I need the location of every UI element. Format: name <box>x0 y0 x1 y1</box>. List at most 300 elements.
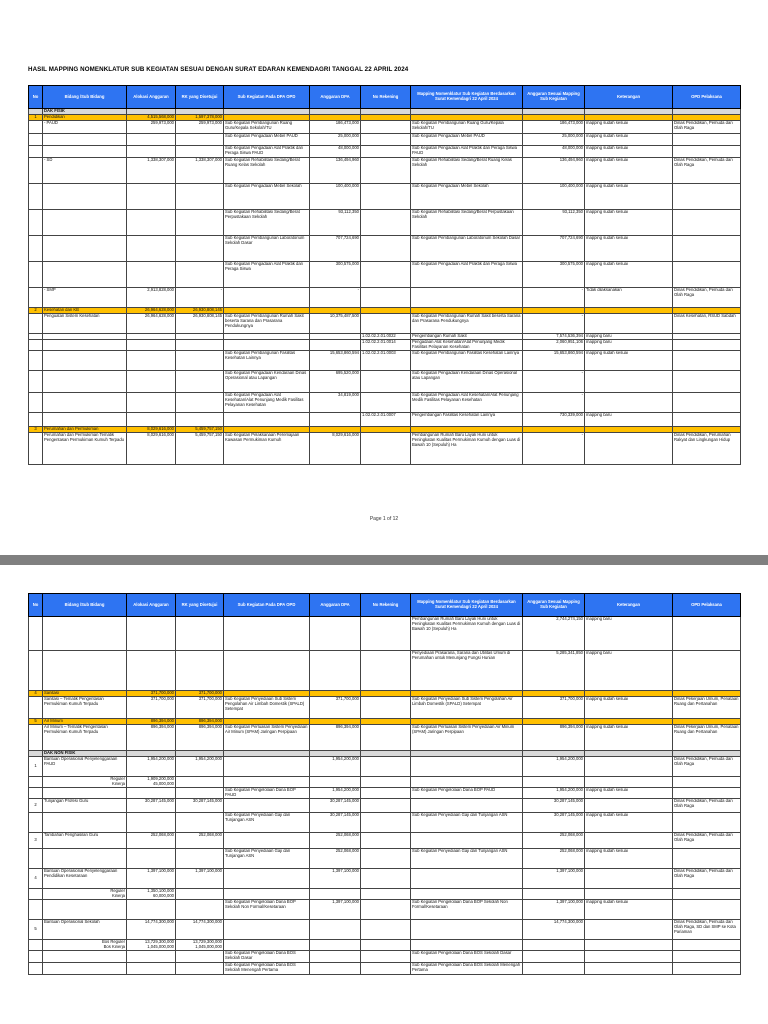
cell-anggaran-dpa <box>310 340 361 351</box>
cell-anggaran-mapping: 371,700,000 <box>523 697 585 719</box>
cell-bidang: Bantuan Operasional Sekolah <box>43 919 127 939</box>
cell-rk <box>176 651 224 691</box>
cell-opd <box>673 236 741 262</box>
table-row <box>29 798 741 812</box>
table-row <box>29 919 741 939</box>
cell-anggaran-mapping: 100,400,000 <box>523 184 585 210</box>
cell-keterangan <box>585 919 673 939</box>
cell-rk: 896,394,000 <box>176 725 224 751</box>
cell-keterangan: mapping sudah sesuai <box>585 262 673 288</box>
cell-no-rekening: 1.02.02.2.01.0014 <box>361 340 411 351</box>
cell-bidang: Tunjangan Profesi Guru <box>43 798 127 812</box>
cell-keterangan <box>585 392 673 412</box>
cell-anggaran-dpa: 186,473,000 <box>310 121 361 134</box>
cell-no-rekening <box>361 812 411 832</box>
cell-no-rekening <box>361 848 411 868</box>
cell-alokasi <box>127 392 176 412</box>
cell-anggaran-mapping: - <box>523 432 585 464</box>
cell-bidang <box>43 350 127 370</box>
cell-alokasi: 30,287,145,000 <box>127 798 176 812</box>
cell-anggaran-mapping: - <box>523 392 585 412</box>
cell-sub-kegiatan: Sub Kegiatan Pengadaan Mebel PAUD <box>224 134 310 146</box>
cell-alokasi: 371,700,000 <box>127 691 176 697</box>
table-row <box>29 617 741 651</box>
cell-opd <box>673 899 741 919</box>
cell-mapping: Sub Kegiatan Pengelolaan Dana BOS Sekolah Dasar <box>411 950 523 962</box>
table-body <box>29 109 741 465</box>
table-row <box>29 392 741 412</box>
cell-rk <box>176 210 224 236</box>
cell-alokasi: 60,000,000 <box>127 894 176 899</box>
cell-anggaran-mapping: 30,287,145,000 <box>523 798 585 812</box>
cell-bidang <box>43 787 127 798</box>
cell-anggaran-mapping: 2,060,951,106 <box>523 340 585 351</box>
cell-opd: Dinas Pendidikan, Pemuda dan Olah Raga <box>673 158 741 184</box>
cell-anggaran-mapping: 136,494,960 <box>523 158 585 184</box>
cell-mapping: Pembangunan Rumah Baru Layak Huni untuk Peningkatan Kualitas Permukiman Kumuh dengan Luas di Bawah 10 (Sepuluh) Ha <box>411 617 523 651</box>
cell-keterangan <box>585 432 673 464</box>
column-header-no-rekening: No Rekening <box>361 594 411 617</box>
cell-bidang: Perumahan dan Permukiman <box>43 426 127 432</box>
cell-opd <box>673 392 741 412</box>
table-row <box>29 651 741 691</box>
cell-no <box>29 134 43 146</box>
cell-anggaran-mapping: 48,000,000 <box>523 146 585 158</box>
table-row <box>29 236 741 262</box>
cell-no-rekening <box>361 262 411 288</box>
cell-mapping: Sub Kegiatan Penyediaan Gaji dan Tunjangan ASN <box>411 848 523 868</box>
document-title: HASIL MAPPING NOMENKLATUR SUB KEGIATAN SESUAI DENGAN SURAT EDARAN KEMENDAGRI TANGGAL 22 APRIL 2024 <box>28 66 409 73</box>
cell-bidang <box>43 134 127 146</box>
cell-anggaran-dpa <box>310 962 361 974</box>
cell-no-rekening <box>361 697 411 719</box>
cell-no <box>29 812 43 832</box>
cell-no: 3 <box>29 426 43 432</box>
cell-mapping <box>411 757 523 777</box>
column-header-bidang: Bidang /Sub Bidang <box>43 594 127 617</box>
cell-no: 1 <box>29 115 43 121</box>
cell-sub-kegiatan: Sub Kegiatan Pelaksanaan Peremajaan Kawasan Permukiman Kumuh <box>224 432 310 464</box>
cell-alokasi <box>127 134 176 146</box>
cell-keterangan <box>585 962 673 974</box>
cell-anggaran-mapping: 300,575,000 <box>523 262 585 288</box>
table-row <box>29 868 741 888</box>
table-row <box>29 899 741 919</box>
cell-bidang: - SD <box>43 158 127 184</box>
cell-keterangan: mapping baru <box>585 412 673 426</box>
table-row <box>29 432 741 464</box>
cell-anggaran-dpa: 25,000,000 <box>310 134 361 146</box>
column-header-no: No <box>29 594 43 617</box>
cell-sub-kegiatan: Sub Kegiatan Pengadaan Alat Kesehatan/Alat Penunjang Medik Fasilitas Pelayanan Kesehatan <box>224 392 310 412</box>
cell-mapping: Sub Kegiatan Pengelolaan Dana BOP PAUD <box>411 787 523 798</box>
cell-no-rekening <box>361 288 411 308</box>
cell-bidang: DAK FISIK <box>43 109 127 115</box>
cell-sub-kegiatan <box>224 288 310 308</box>
cell-alokasi <box>127 812 176 832</box>
cell-rk: 252,068,000 <box>176 832 224 848</box>
cell-mapping: Sub Kegiatan Penyediaan Sub Sistem Pengolahan Air Limbah Domestik (SPALD) Setempat <box>411 697 523 719</box>
cell-mapping <box>411 868 523 888</box>
cell-anggaran-dpa: 371,700,000 <box>310 697 361 719</box>
cell-bidang: Air Minum – Tematik Pengentasan Permukiman Kumuh Terpadu <box>43 725 127 751</box>
cell-alokasi <box>127 787 176 798</box>
cell-sub-kegiatan <box>224 832 310 848</box>
column-header-rk: RK yang Disetujui <box>176 594 224 617</box>
cell-anggaran-mapping: 707,724,690 <box>523 236 585 262</box>
cell-no <box>29 725 43 751</box>
cell-bidang: Bos Reguler <box>43 939 127 944</box>
cell-sub-kegiatan: Sub Kegiatan Pengadaan Kendaraan Dinas Operasional atau Lapangan <box>224 370 310 392</box>
cell-opd: Dinas Pekerjaan Umum, Penataan Ruang dan Pertanahan <box>673 725 741 751</box>
cell-alokasi: 8,029,616,000 <box>127 432 176 464</box>
cell-anggaran-dpa: 10,375,487,500 <box>310 314 361 334</box>
document-page-2 <box>0 565 768 1024</box>
cell-anggaran-mapping: 30,287,145,000 <box>523 812 585 832</box>
cell-sub-kegiatan: Sub Kegiatan Pengelolaan Dana BOS Sekolah Menengah Pertama <box>224 962 310 974</box>
cell-sub-kegiatan <box>224 617 310 651</box>
cell-no <box>29 617 43 651</box>
cell-no-rekening <box>361 919 411 939</box>
cell-no-rekening <box>361 184 411 210</box>
cell-bidang <box>43 848 127 868</box>
column-header-mapping: Mapping Nomenklatur Sub Kegiatan Berdasarkan Surat Kemendagri 22 April 2024 <box>411 594 523 617</box>
table-row <box>29 210 741 236</box>
cell-alokasi: 26,964,628,000 <box>127 308 176 314</box>
cell-rk <box>176 340 224 351</box>
cell-anggaran-dpa: 1,397,100,000 <box>310 868 361 888</box>
cell-rk <box>176 146 224 158</box>
cell-anggaran-dpa: 252,068,000 <box>310 848 361 868</box>
cell-opd <box>673 210 741 236</box>
cell-keterangan <box>585 832 673 848</box>
cell-no <box>29 158 43 184</box>
cell-keterangan: mapping sudah sesuai <box>585 210 673 236</box>
mapping-table-page-1 <box>28 85 741 465</box>
cell-alokasi: 14,774,300,000 <box>127 919 176 939</box>
column-header-anggaran-mapping: Anggaran Sesuai Mapping Sub Kegiatan <box>523 86 585 109</box>
cell-sub-kegiatan: Sub Kegiatan Pengadaan Alat Praktik dan Peraga Siswa PAUD <box>224 146 310 158</box>
cell-mapping: Sub Kegiatan Pembangunan Ruang Guru/Kepala Sekolah/TU <box>411 121 523 134</box>
cell-sub-kegiatan: Sub Kegiatan Pembangunan Laboratorium Sekolah Dasar <box>224 236 310 262</box>
cell-rk: 1,397,100,000 <box>176 868 224 888</box>
cell-bidang: Sanitasi – Tematik Pengentasan Permukiman Kumuh Terpadu <box>43 697 127 719</box>
cell-bidang: Bantuan Operasional Penyelenggaraan Pendidikan Kesetaraan <box>43 868 127 888</box>
cell-bidang: Tambahan Penghasilan Guru <box>43 832 127 848</box>
cell-anggaran-dpa: 34,819,000 <box>310 392 361 412</box>
cell-bidang <box>43 812 127 832</box>
cell-mapping: Sub Kegiatan Rehabilitasi Sedang/Berat Perpustakaan Sekolah <box>411 210 523 236</box>
cell-alokasi: 896,394,000 <box>127 725 176 751</box>
cell-anggaran-mapping: - <box>523 314 585 334</box>
table-row <box>29 950 741 962</box>
cell-rk: 26,930,808,145 <box>176 308 224 314</box>
cell-keterangan: mapping baru <box>585 334 673 340</box>
cell-rk <box>176 899 224 919</box>
cell-opd <box>673 350 741 370</box>
cell-anggaran-mapping: 2,744,274,150 <box>523 617 585 651</box>
cell-alokasi: 4,515,568,000 <box>127 115 176 121</box>
cell-mapping <box>411 832 523 848</box>
cell-opd <box>673 370 741 392</box>
cell-mapping: Sub Kegiatan Pengadaan Kendaraan Dinas Operasional atau Lapangan <box>411 370 523 392</box>
cell-rk: 896,394,000 <box>176 719 224 725</box>
cell-opd <box>673 412 741 426</box>
cell-mapping: Sub Kegiatan Pengelolaan Dana BOP Sekolah Non Formal/Kesetaraan <box>411 899 523 919</box>
table-row <box>29 848 741 868</box>
cell-alokasi: 8,029,616,000 <box>127 426 176 432</box>
cell-alokasi <box>127 370 176 392</box>
cell-alokasi <box>127 899 176 919</box>
table-header-row <box>29 86 741 109</box>
cell-no <box>29 210 43 236</box>
cell-bidang <box>43 392 127 412</box>
cell-rk <box>176 812 224 832</box>
cell-rk <box>176 787 224 798</box>
cell-sub-kegiatan: Sub Kegiatan Pembangunan Ruang Guru/Kepala Sekolah/TU <box>224 121 310 134</box>
cell-no <box>29 236 43 262</box>
cell-sub-kegiatan: Sub Kegiatan Pengelolaan Dana BOP PAUD <box>224 787 310 798</box>
cell-no <box>29 370 43 392</box>
column-header-no: No <box>29 86 43 109</box>
cell-keterangan: mapping sudah sesuai <box>585 725 673 751</box>
cell-opd <box>673 146 741 158</box>
cell-no-rekening <box>361 950 411 962</box>
cell-rk <box>176 962 224 974</box>
cell-alokasi <box>127 848 176 868</box>
cell-anggaran-dpa: 8,029,616,000 <box>310 432 361 464</box>
cell-alokasi <box>127 340 176 351</box>
cell-alokasi <box>127 950 176 962</box>
cell-alokasi: 1,350,100,000 <box>127 888 176 893</box>
cell-rk: 1,954,200,000 <box>176 757 224 777</box>
cell-no-rekening <box>361 210 411 236</box>
column-header-opd: OPD Pelaksana <box>673 86 741 109</box>
cell-opd: Dinas Kesehatan, RSUD Sabdah <box>673 314 741 334</box>
cell-sub-kegiatan: Sub Kegiatan Penyediaan Sub Sistem Pengolahan Air Limbah Domestik (SPALD) Setempat <box>224 697 310 719</box>
table-row <box>29 314 741 334</box>
cell-sub-kegiatan: Sub Kegiatan Pengelolaan Dana BOS Sekolah Dasar <box>224 950 310 962</box>
cell-mapping: Sub Kegiatan Pembangunan Fasilitas Kesehatan Lainnya <box>411 350 523 370</box>
cell-no <box>29 350 43 370</box>
cell-mapping: Sub Kegiatan Penyediaan Gaji dan Tunjangan ASN <box>411 812 523 832</box>
cell-mapping: Sub Kegiatan Pengadaan Alat Praktik dan Peraga Siswa <box>411 262 523 288</box>
cell-bidang: Kesehatan dan KB <box>43 308 127 314</box>
cell-mapping <box>411 288 523 308</box>
cell-anggaran-dpa: 1,954,200,000 <box>310 787 361 798</box>
cell-rk: 13,729,300,000 <box>176 939 224 944</box>
cell-no: 2 <box>29 308 43 314</box>
cell-sub-kegiatan <box>224 412 310 426</box>
cell-anggaran-dpa: 707,724,690 <box>310 236 361 262</box>
cell-mapping: Sub Kegiatan Pengadaan Alat Praktik dan Peraga Siswa PAUD <box>411 146 523 158</box>
cell-opd: Dinas Pendidikan, Pemuda dan Olah Raga <box>673 121 741 134</box>
cell-keterangan: Tidak dilaksanakan <box>585 288 673 308</box>
cell-anggaran-mapping: 25,000,000 <box>523 134 585 146</box>
cell-rk: 371,700,000 <box>176 697 224 719</box>
cell-bidang <box>43 412 127 426</box>
cell-anggaran-mapping: - <box>523 288 585 308</box>
cell-bidang <box>43 340 127 351</box>
cell-sub-kegiatan: Sub Kegiatan Penyediaan Gaji dan Tunjangan ASN <box>224 812 310 832</box>
cell-anggaran-dpa: 252,068,000 <box>310 832 361 848</box>
cell-keterangan: mapping sudah sesuai <box>585 121 673 134</box>
cell-anggaran-mapping: 186,473,000 <box>523 121 585 134</box>
cell-alokasi <box>127 350 176 370</box>
cell-anggaran-dpa: - <box>310 288 361 308</box>
cell-rk: 259,973,000 <box>176 121 224 134</box>
cell-bidang <box>43 617 127 651</box>
cell-mapping: Pengembangan Fasilitas Kesehatan Lainnya <box>411 412 523 426</box>
column-header-opd: OPD Pelaksana <box>673 594 741 617</box>
cell-anggaran-dpa: 300,575,000 <box>310 262 361 288</box>
cell-no-rekening <box>361 798 411 812</box>
cell-anggaran-mapping: 15,653,860,594 <box>523 350 585 370</box>
cell-opd <box>673 617 741 651</box>
cell-opd <box>673 184 741 210</box>
cell-bidang: - SMP <box>43 288 127 308</box>
cell-opd: Dinas Pendidikan, Pemuda dan Olah Raga <box>673 868 741 888</box>
cell-no-rekening <box>361 134 411 146</box>
cell-no-rekening <box>361 868 411 888</box>
cell-no-rekening <box>361 370 411 392</box>
column-header-mapping: Mapping Nomenklatur Sub Kegiatan Berdasarkan Surat Kemendagri 22 April 2024 <box>411 86 523 109</box>
cell-mapping: Sub Kegiatan Rehabilitasi Sedang/Berat Ruang Kelas Sekolah <box>411 158 523 184</box>
cell-opd: Dinas Pendidikan, Perumahan Rakyat dan Lingkungan Hidup <box>673 432 741 464</box>
cell-no <box>29 146 43 158</box>
cell-opd: Dinas Pendidikan, Pemuda dan Olah Raga <box>673 832 741 848</box>
cell-no-rekening: 1.02.02.2.01.0003 <box>361 350 411 370</box>
cell-alokasi: 896,394,000 <box>127 719 176 725</box>
cell-opd <box>673 787 741 798</box>
cell-anggaran-dpa: 93,112,350 <box>310 210 361 236</box>
cell-alokasi: 1,045,000,000 <box>127 945 176 950</box>
cell-sub-kegiatan: Sub Kegiatan Pembangunan Fasilitas Kesehatan Lainnya <box>224 350 310 370</box>
cell-no-rekening <box>361 651 411 691</box>
cell-rk: 1,045,000,000 <box>176 945 224 950</box>
cell-keterangan <box>585 950 673 962</box>
cell-opd: Dinas Pendidikan, Pemuda dan Olah Raga <box>673 288 741 308</box>
cell-no <box>29 962 43 974</box>
cell-anggaran-dpa <box>310 950 361 962</box>
cell-rk: 5,459,757,150 <box>176 432 224 464</box>
cell-bidang <box>43 962 127 974</box>
cell-rk: 14,774,300,000 <box>176 919 224 939</box>
cell-no-rekening <box>361 757 411 777</box>
cell-rk: - <box>176 288 224 308</box>
cell-anggaran-dpa: 896,394,000 <box>310 725 361 751</box>
cell-anggaran-dpa <box>310 617 361 651</box>
cell-alokasi: 252,068,000 <box>127 832 176 848</box>
cell-no <box>29 262 43 288</box>
cell-no <box>29 412 43 426</box>
cell-no-rekening <box>361 962 411 974</box>
cell-sub-kegiatan: Sub Kegiatan Rehabilitasi Sedang/Berat Ruang Kelas Sekolah <box>224 158 310 184</box>
cell-keterangan <box>585 314 673 334</box>
cell-no <box>29 121 43 134</box>
cell-no <box>29 288 43 308</box>
table-row <box>29 184 741 210</box>
column-header-anggaran-dpa: Anggaran DPA <box>310 86 361 109</box>
cell-sub-kegiatan <box>224 651 310 691</box>
cell-bidang: DAK NON FISIK <box>43 751 127 757</box>
cell-mapping: Sub Kegiatan Pengelolaan Dana BOS Sekolah Menengah Pertama <box>411 962 523 974</box>
table-row <box>29 787 741 798</box>
cell-no-rekening <box>361 121 411 134</box>
cell-no-rekening <box>361 725 411 751</box>
cell-anggaran-mapping: 730,339,000 <box>523 412 585 426</box>
cell-rk <box>176 350 224 370</box>
cell-alokasi <box>127 184 176 210</box>
cell-rk: 371,700,000 <box>176 691 224 697</box>
cell-opd <box>673 340 741 351</box>
cell-rk: 5,459,757,150 <box>176 426 224 432</box>
cell-bidang <box>43 184 127 210</box>
column-header-keterangan: Keterangan <box>585 594 673 617</box>
table-row <box>29 121 741 134</box>
column-header-sub-kegiatan: Sub Kegiatan Pada DPA OPD <box>224 86 310 109</box>
cell-anggaran-dpa: 100,400,000 <box>310 184 361 210</box>
cell-alokasi <box>127 146 176 158</box>
cell-anggaran-dpa: 695,520,000 <box>310 370 361 392</box>
table-row <box>29 340 741 351</box>
cell-rk: 30,287,145,000 <box>176 798 224 812</box>
cell-bidang: Reguler <box>43 777 127 782</box>
cell-bidang: Perumahan dan Permukiman Tematik Pengentasan Permukiman Kumuh Terpadu <box>43 432 127 464</box>
table-body <box>29 617 741 975</box>
cell-bidang: Reguler <box>43 888 127 893</box>
cell-mapping: Penyediaan Prasarana, Sarana dan Utilitas Umum di Perumahan untuk Menunjang Fungsi Hunian <box>411 651 523 691</box>
cell-sub-kegiatan <box>224 340 310 351</box>
cell-bidang <box>43 950 127 962</box>
cell-alokasi <box>127 651 176 691</box>
cell-opd: Dinas Pendidikan, Pemuda dan Olah Raga, SD dan SMP se Kota Pariaman <box>673 919 741 939</box>
cell-no-rekening <box>361 617 411 651</box>
cell-bidang: Air Minum <box>43 719 127 725</box>
column-header-no-rekening: No Rekening <box>361 86 411 109</box>
cell-keterangan <box>585 798 673 812</box>
cell-opd: Dinas Pendidikan, Pemuda dan Olah Raga <box>673 798 741 812</box>
cell-no-rekening <box>361 314 411 334</box>
cell-anggaran-dpa <box>310 651 361 691</box>
cell-alokasi: 13,729,300,000 <box>127 939 176 944</box>
cell-no-rekening: 1.02.02.2.01.0007 <box>361 412 411 426</box>
cell-sub-kegiatan: Sub Kegiatan Perluasan Sistem Penyediaan Air Minum (SPAM) Jaringan Perpipaan <box>224 725 310 751</box>
column-header-bidang: Bidang /Sub Bidang <box>43 86 127 109</box>
table-row <box>29 262 741 288</box>
cell-mapping: Sub Kegiatan Pengadaan Mebel Sekolah <box>411 184 523 210</box>
cell-anggaran-mapping: 1,954,200,000 <box>523 787 585 798</box>
cell-no-rekening <box>361 432 411 464</box>
cell-no: 2 <box>29 798 43 812</box>
cell-no-rekening <box>361 787 411 798</box>
cell-no-rekening <box>361 392 411 412</box>
cell-bidang <box>43 370 127 392</box>
cell-bidang <box>43 210 127 236</box>
cell-mapping: Sub Kegiatan Pengadaan Mebel PAUD <box>411 134 523 146</box>
table-row <box>29 350 741 370</box>
cell-keterangan: mapping sudah sesuai <box>585 899 673 919</box>
column-header-alokasi: Alokasi Anggaran <box>127 86 176 109</box>
cell-alokasi: 26,964,628,000 <box>127 314 176 334</box>
cell-bidang <box>43 236 127 262</box>
cell-alokasi: 1,338,307,000 <box>127 158 176 184</box>
cell-no <box>29 899 43 919</box>
cell-opd <box>673 651 741 691</box>
cell-opd <box>673 950 741 962</box>
cell-opd <box>673 962 741 974</box>
cell-mapping: Sub Kegiatan Perluasan Sistem Penyediaan Air Minum (SPAM) Jaringan Perpipaan <box>411 725 523 751</box>
